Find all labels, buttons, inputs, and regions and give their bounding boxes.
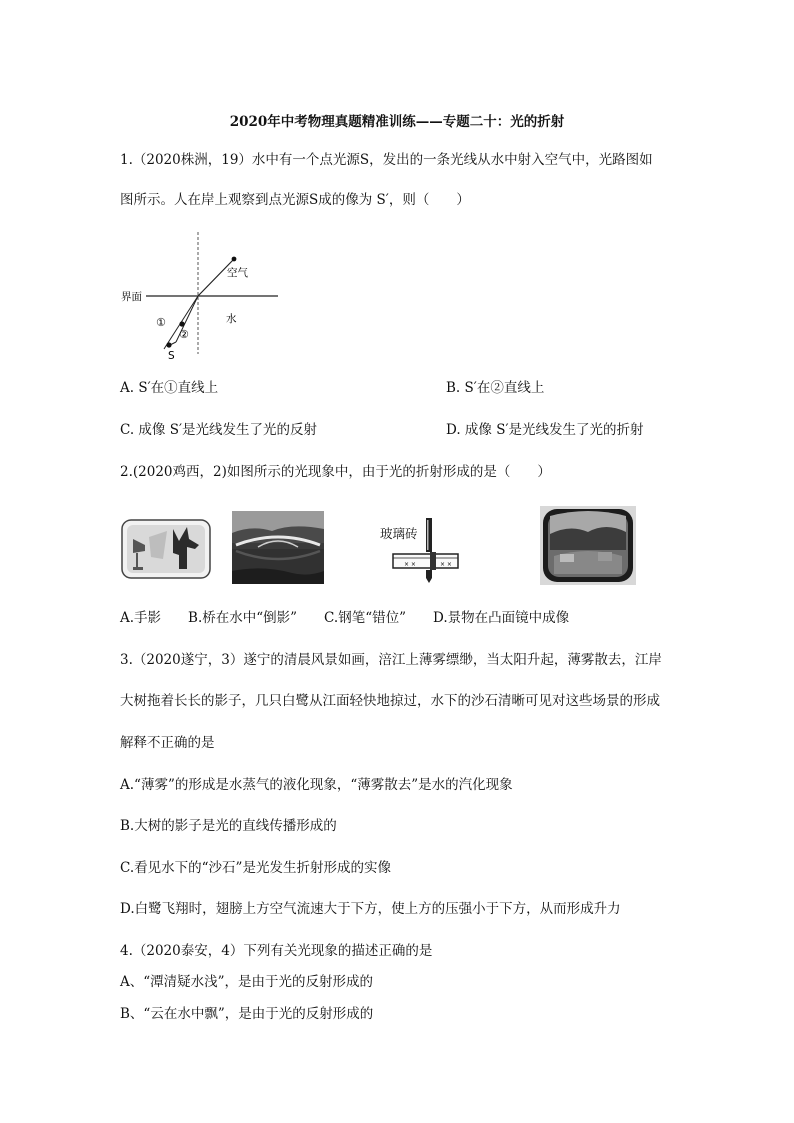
refraction-diagram bbox=[118, 228, 288, 363]
q1-option-b: B. S′在②直线上 bbox=[446, 380, 545, 396]
diagram-label-ray1: ① bbox=[156, 316, 166, 329]
q2-options: A.手影 B.桥在水中“倒影” C.钢笔“错位” D.景物在凸面镜中成像 bbox=[120, 610, 570, 626]
page-title: 2020年中考物理真题精准训练——专题二十：光的折射 bbox=[229, 114, 565, 130]
convex-mirror-image bbox=[540, 506, 636, 585]
diagram-label-interface: 界面 bbox=[121, 291, 142, 303]
q3-stem-line2: 大树拖着长长的影子，几只白鹭从江面轻快地掠过，水下的沙石清晰可见对这些场景的形成 bbox=[120, 693, 660, 709]
svg-text:× ×: × × bbox=[404, 561, 416, 568]
q3-option-d: D.白鹭飞翔时，翅膀上方空气流速大于下方，使上方的压强小于下方，从而形成升力 bbox=[120, 901, 621, 917]
svg-text:× ×: × × bbox=[440, 561, 452, 568]
hand-shadow-image bbox=[121, 519, 211, 579]
q1-stem-line2: 图所示。人在岸上观察到点光源S成的像为 S′，则（ ） bbox=[120, 192, 470, 208]
q4-option-a: A、“潭清疑水浅”，是由于光的反射形成的 bbox=[120, 974, 374, 990]
diagram-label-source: S bbox=[168, 350, 175, 362]
diagram-label-ray2: ② bbox=[179, 328, 189, 341]
q1-option-c: C. 成像 S′是光线发生了光的反射 bbox=[120, 422, 318, 438]
q3-stem-line3: 解释不正确的是 bbox=[120, 735, 215, 751]
q3-option-a: A.“薄雾”的形成是水蒸气的液化现象，“薄雾散去”是水的汽化现象 bbox=[120, 777, 513, 793]
glass-brick-label: 玻璃砖 bbox=[380, 526, 418, 541]
bridge-reflection-image bbox=[232, 511, 324, 584]
q4-stem: 4.（2020泰安，4）下列有关光现象的描述正确的是 bbox=[120, 943, 433, 959]
q2-stem: 2.(2020鸡西，2)如图所示的光现象中，由于光的折射形成的是（ ） bbox=[120, 464, 551, 480]
q3-option-b: B.大树的影子是光的直线传播形成的 bbox=[120, 818, 337, 834]
q1-option-a: A. S′在①直线上 bbox=[120, 380, 219, 396]
q1-stem-line1: 1.（2020株洲，19）水中有一个点光源S，发出的一条光线从水中射入空气中，光路图如 bbox=[120, 152, 653, 168]
q3-option-c: C.看见水下的“沙石”是光发生折射形成的实像 bbox=[120, 860, 391, 876]
diagram-label-water: 水 bbox=[226, 313, 237, 325]
q1-option-d: D. 成像 S′是光线发生了光的折射 bbox=[446, 422, 644, 438]
pen-glass-image bbox=[392, 516, 462, 584]
q3-stem-line1: 3.（2020遂宁，3）遂宁的清晨风景如画，涪江上薄雾缥缈，当太阳升起，薄雾散去，江岸 bbox=[120, 652, 662, 668]
diagram-label-air: 空气 bbox=[227, 267, 248, 279]
q4-option-b: B、“云在水中飘”，是由于光的反射形成的 bbox=[120, 1006, 374, 1022]
